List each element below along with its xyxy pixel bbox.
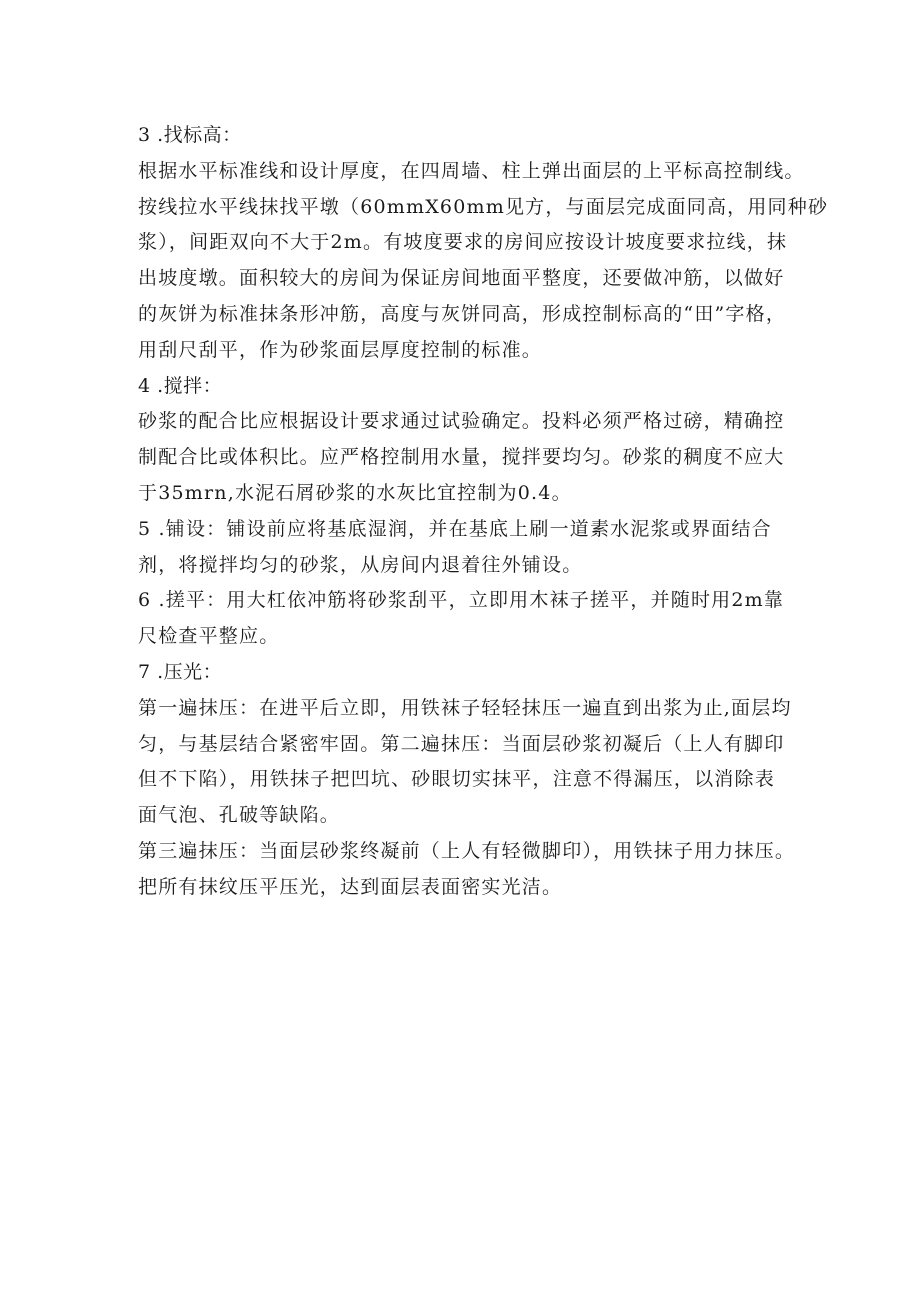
document-body (138, 118, 829, 906)
paragraph-line: 尺检查平整应。 (138, 625, 280, 648)
paragraph-line: 用刮尺刮平，作为砂浆面层厚度控制的标准。 (138, 338, 543, 361)
paragraph-line: 制配合比或体积比。应严格控制用水量，搅拌要均匀。砂浆的稠度不应大 (138, 446, 785, 469)
paragraph-line: 剂，将搅拌均匀的砂浆，从房间内退着往外铺设。 (138, 553, 583, 576)
section-heading-5: 5 .铺设：铺设前应将基底湿润，并在基底上刷一道素水泥浆或界面结合 (138, 517, 772, 540)
paragraph-line: 但不下陷），用铁抹子把凹坑、砂眼切实抹平，注意不得漏压，以消除表 (138, 768, 775, 791)
paragraph-line: 第三遍抹压：当面层砂浆终凝前（上人有轻微脚印），用铁抹子用力抹压。 (138, 839, 796, 862)
paragraph-line: 按线拉水平线抹找平墩（60mmX60mm见方，与面层完成面同高，用同种砂 (138, 195, 829, 218)
section-heading-7: 7 .压光： (138, 660, 223, 683)
paragraph-line: 于35mrn,水泥石屑砂浆的水灰比宜控制为0.4。 (138, 481, 572, 504)
paragraph-line: 根据水平标准线和设计厚度，在四周墙、柱上弹出面层的上平标高控制线。 (138, 159, 805, 182)
section-heading-6: 6 .搓平：用大杠依冲筋将砂浆刮平，立即用木袜子搓平，并随时用2m靠 (138, 589, 785, 612)
section-heading-3: 3 .找标高： (138, 124, 242, 146)
paragraph-line: 浆），间距双向不大于2m。有坡度要求的房间应按设计坡度要求拉线，抹 (138, 231, 788, 254)
paragraph-line: 面气泡、孔破等缺陷。 (138, 804, 341, 827)
paragraph-line: 把所有抹纹压平压光，达到面层表面密实光洁。 (138, 875, 563, 898)
paragraph-line: 第一遍抹压：在进平后立即，用铁袜子轻轻抹压一遍直到出浆为止,面层均 (138, 696, 792, 719)
paragraph-line: 匀，与基层结合紧密牢固。第二遍抹压：当面层砂浆初凝后（上人有脚印 (138, 732, 785, 755)
section-heading-4: 4 .搅拌： (138, 374, 223, 397)
paragraph-line: 出坡度墩。面积较大的房间为保证房间地面平整度，还要做冲筋，以做好 (138, 267, 785, 290)
paragraph-line: 砂浆的配合比应根据设计要求通过试验确定。投料必须严格过磅，精确控 (138, 410, 785, 433)
paragraph-line: 的灰饼为标准抹条形冲筋，高度与灰饼同高，形成控制标高的“田”字格， (138, 302, 787, 325)
